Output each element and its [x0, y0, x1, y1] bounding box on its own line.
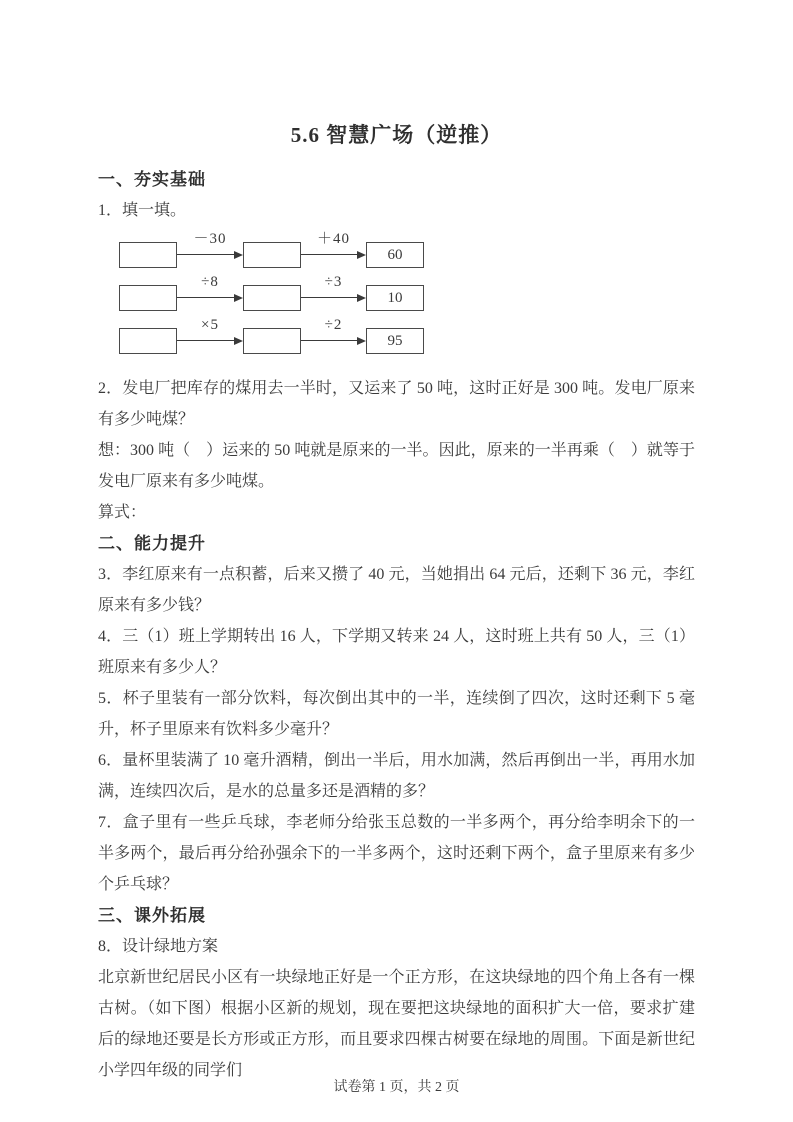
- fill-in-flow-diagram: [119, 231, 695, 354]
- arrow-head-icon: [357, 337, 366, 345]
- section-1-heading: 一、夯实基础: [98, 170, 206, 189]
- question-2-think: 想：300 吨（ ）运来的 50 吨就是原来的一半。因此，原来的一半再乘（ ）就等于发电厂原来有多少吨煤。: [98, 442, 695, 490]
- page-title: 5.6 智慧广场（逆推）: [290, 123, 503, 147]
- diagram-row-2: [119, 274, 695, 311]
- arrow-line: [177, 297, 236, 298]
- question-7: 7．盒子里有一些乒乓球，李老师分给张玉总数的一半多两个，再分给李明余下的一半多两个，最后再分给孙强余下的一半多两个，这时还剩下两个，盒子里原来有多少个乒乓球？: [98, 814, 695, 893]
- question-8-title: 8．设计绿地方案: [98, 938, 219, 955]
- blank-box: [243, 328, 301, 354]
- arrow-head-icon: [357, 294, 366, 302]
- result-box: 60: [366, 242, 424, 268]
- question-3: 3．李红原来有一点积蓄，后来又攒了 40 元，当她捐出 64 元后，还剩下 36 元，李红原来有多少钱？: [98, 566, 695, 614]
- blank-box: [119, 285, 177, 311]
- arrow-right: [301, 317, 366, 354]
- arrow-line: [177, 340, 236, 341]
- operation-label: ÷8: [201, 274, 219, 290]
- operation-label: －30: [193, 231, 227, 247]
- blank-box: [243, 285, 301, 311]
- arrow-right: [177, 231, 243, 268]
- arrow-line: [301, 297, 359, 298]
- arrow-head-icon: [234, 294, 243, 302]
- arrow-line: [301, 254, 359, 255]
- operation-label: ÷3: [324, 274, 343, 290]
- arrow-right: [177, 317, 243, 354]
- blank-box: [119, 242, 177, 268]
- question-6: 6．量杯里装满了 10 毫升酒精，倒出一半后，用水加满，然后再倒出一半，再用水加满，连续四次后，是水的总量多还是酒精的多？: [98, 752, 695, 800]
- question-2-formula: 算式：: [98, 504, 147, 521]
- page-footer: 试卷第 1 页，共 2 页: [333, 1080, 460, 1095]
- blank-box: [119, 328, 177, 354]
- arrow-head-icon: [357, 251, 366, 259]
- question-1: 1．填一填。: [98, 202, 187, 219]
- question-2: 2．发电厂把库存的煤用去一半时，又运来了 50 吨，这时正好是 300 吨。发电厂原来有多少吨煤？: [98, 380, 695, 428]
- question-5: 5．杯子里装有一部分饮料，每次倒出其中的一半，连续倒了四次，这时还剩下 5 毫升，杯子里原来有饮料多少毫升？: [98, 690, 695, 738]
- arrow-line: [177, 254, 236, 255]
- operation-label: ÷2: [324, 317, 343, 333]
- blank-box: [243, 242, 301, 268]
- arrow-right: [301, 274, 366, 311]
- diagram-row-3: [119, 317, 695, 354]
- worksheet-body: [98, 164, 695, 1086]
- operation-label: ×5: [201, 317, 219, 333]
- operation-label: ＋40: [316, 231, 351, 247]
- page-content: [98, 120, 695, 1086]
- diagram-row-1: [119, 231, 695, 268]
- arrow-line: [301, 340, 359, 341]
- arrow-head-icon: [234, 337, 243, 345]
- result-box: 95: [366, 328, 424, 354]
- result-box: 10: [366, 285, 424, 311]
- section-2-heading: 二、能力提升: [98, 534, 206, 553]
- question-8-text: 北京新世纪居民小区有一块绿地正好是一个正方形，在这块绿地的四个角上各有一棵古树。（如下图）根据小区新的规划，现在要把这块绿地的面积扩大一倍，要求扩建后的绿地还要是长方形或正方形，而且要求四棵古树要在绿地的周围。下面是新世纪小学四年级的同学们: [98, 969, 695, 1079]
- arrow-right: [301, 231, 366, 268]
- arrow-head-icon: [234, 251, 243, 259]
- section-3-heading: 三、课外拓展: [98, 906, 206, 925]
- question-4: 4．三（1）班上学期转出 16 人，下学期又转来 24 人，这时班上共有 50 人，三（1）班原来有多少人？: [98, 628, 695, 676]
- arrow-right: [177, 274, 243, 311]
